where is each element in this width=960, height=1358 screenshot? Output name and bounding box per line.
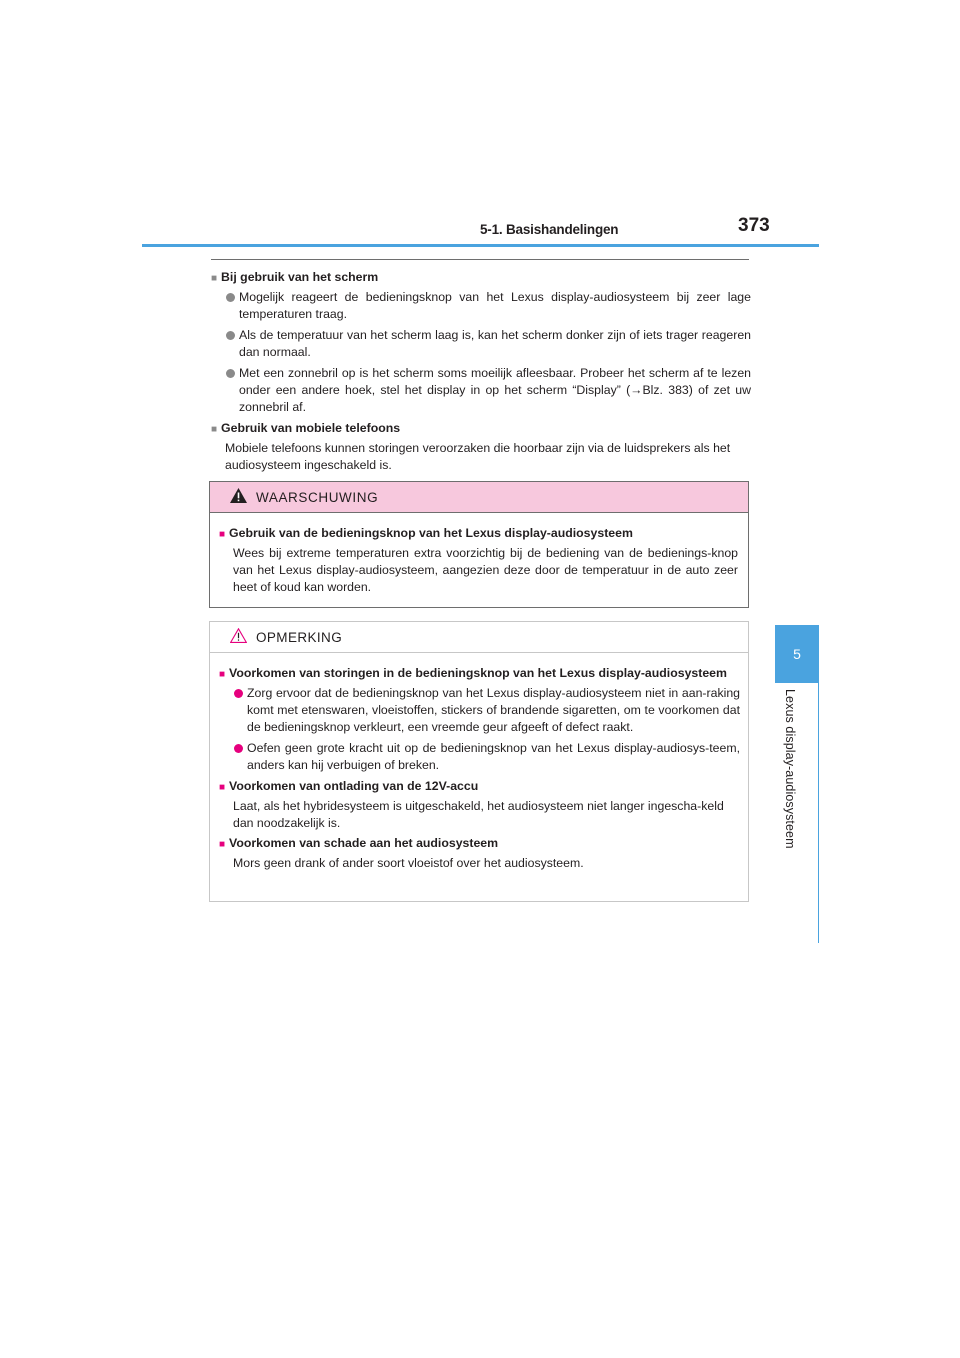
caution-triangle-icon — [230, 628, 247, 646]
warning-box — [209, 481, 749, 608]
square-bullet-icon: ■ — [219, 839, 226, 850]
square-bullet-icon: ■ — [219, 782, 226, 793]
list-item-text: Mogelijk reageert de bedieningsknop van het Lexus display-audiosysteem bij zeer lage temperaturen traag. — [239, 290, 751, 321]
list-item — [219, 740, 740, 774]
list-item — [211, 365, 751, 416]
note-label: OPMERKING — [256, 629, 343, 645]
main-content — [211, 269, 751, 477]
note-heading-text: Voorkomen van storingen in de bedieningsknop van het Lexus display-audiosysteem — [229, 666, 727, 680]
note-heading-text: Voorkomen van schade aan het audiosysteem — [229, 836, 499, 850]
note-heading-text: Voorkomen van ontlading van de 12V-accu — [229, 779, 479, 793]
note-box — [209, 621, 749, 902]
chapter-tab — [775, 625, 819, 683]
round-bullet-icon — [226, 369, 235, 378]
list-item — [219, 685, 740, 736]
warning-label: WAARSCHUWING — [256, 489, 379, 505]
section-paragraph: Mobiele telefoons kunnen storingen veroorzaken die hoorbaar zijn via de luidsprekers als het audiosysteem ingeschakeld is. — [225, 441, 731, 472]
square-bullet-icon: ■ — [211, 424, 218, 435]
chapter-side-line — [818, 683, 819, 943]
square-bullet-icon: ■ — [211, 273, 218, 284]
note-header — [210, 622, 748, 653]
list-item — [211, 327, 751, 361]
note-heading — [219, 778, 740, 796]
warning-heading — [219, 525, 740, 543]
list-item-text: Zorg ervoor dat de bedieningsknop van het Lexus display-audiosysteem niet in aan-raking komt met etenswaren, vloeistoffen, stickers of brandende sigaretten, om te voorkomen dat de bedieningsknop verkleurt, een vreemde geur afgeeft of defect raakt. — [247, 686, 740, 734]
note-paragraph: Mors geen drank of ander soort vloeistof over het audiosysteem. — [233, 856, 584, 870]
warning-body — [210, 513, 748, 596]
chapter-title: Lexus display-audiosysteem — [783, 689, 797, 849]
round-bullet-icon — [226, 293, 235, 302]
note-heading — [219, 835, 740, 853]
page-number: 373 — [738, 215, 770, 236]
list-item-text: Met een zonnebril op is het scherm soms moeilijk afleesbaar. Probeer het scherm af te lezen onder een andere hoek, stel het display in op het scherm “Display” (→Blz. 383) of zet uw zonnebril af. — [239, 366, 751, 414]
section-heading-text: Bij gebruik van het scherm — [221, 270, 379, 284]
warning-header — [210, 482, 748, 513]
list-item-text: Oefen geen grote kracht uit op de bedieningsknop van het Lexus display-audiosys-teem, anders kan hij verbuigen of breken. — [247, 741, 740, 772]
round-bullet-icon — [234, 744, 243, 753]
section-heading-text: Gebruik van mobiele telefoons — [221, 421, 401, 435]
round-bullet-icon — [234, 689, 243, 698]
square-bullet-icon: ■ — [219, 529, 226, 540]
chapter-number: 5 — [793, 646, 801, 662]
section-divider — [211, 259, 749, 260]
header-rule — [142, 244, 819, 247]
note-paragraph: Laat, als het hybridesysteem is uitgeschakeld, het audiosysteem niet langer ingescha-keld dan noodzakelijk is. — [233, 799, 724, 830]
warning-heading-text: Gebruik van de bedieningsknop van het Lexus display-audiosysteem — [229, 526, 633, 540]
list-item-text: Als de temperatuur van het scherm laag is, kan het scherm donker zijn of iets trager reageren dan normaal. — [239, 328, 751, 359]
list-item — [211, 289, 751, 323]
square-bullet-icon: ■ — [219, 669, 226, 680]
round-bullet-icon — [226, 331, 235, 340]
note-body — [210, 653, 748, 872]
section-heading — [211, 269, 751, 287]
warning-paragraph: Wees bij extreme temperaturen extra voorzichtig bij de bediening van de bedienings-knop van het Lexus display-audiosysteem, aangezien deze door de temperatuur in de auto zeer heet of koud kan worden. — [233, 546, 738, 594]
note-heading — [219, 665, 740, 683]
header-section-title: 5-1. Basishandelingen — [480, 222, 619, 237]
warning-triangle-icon — [230, 488, 247, 506]
section-heading — [211, 420, 751, 438]
